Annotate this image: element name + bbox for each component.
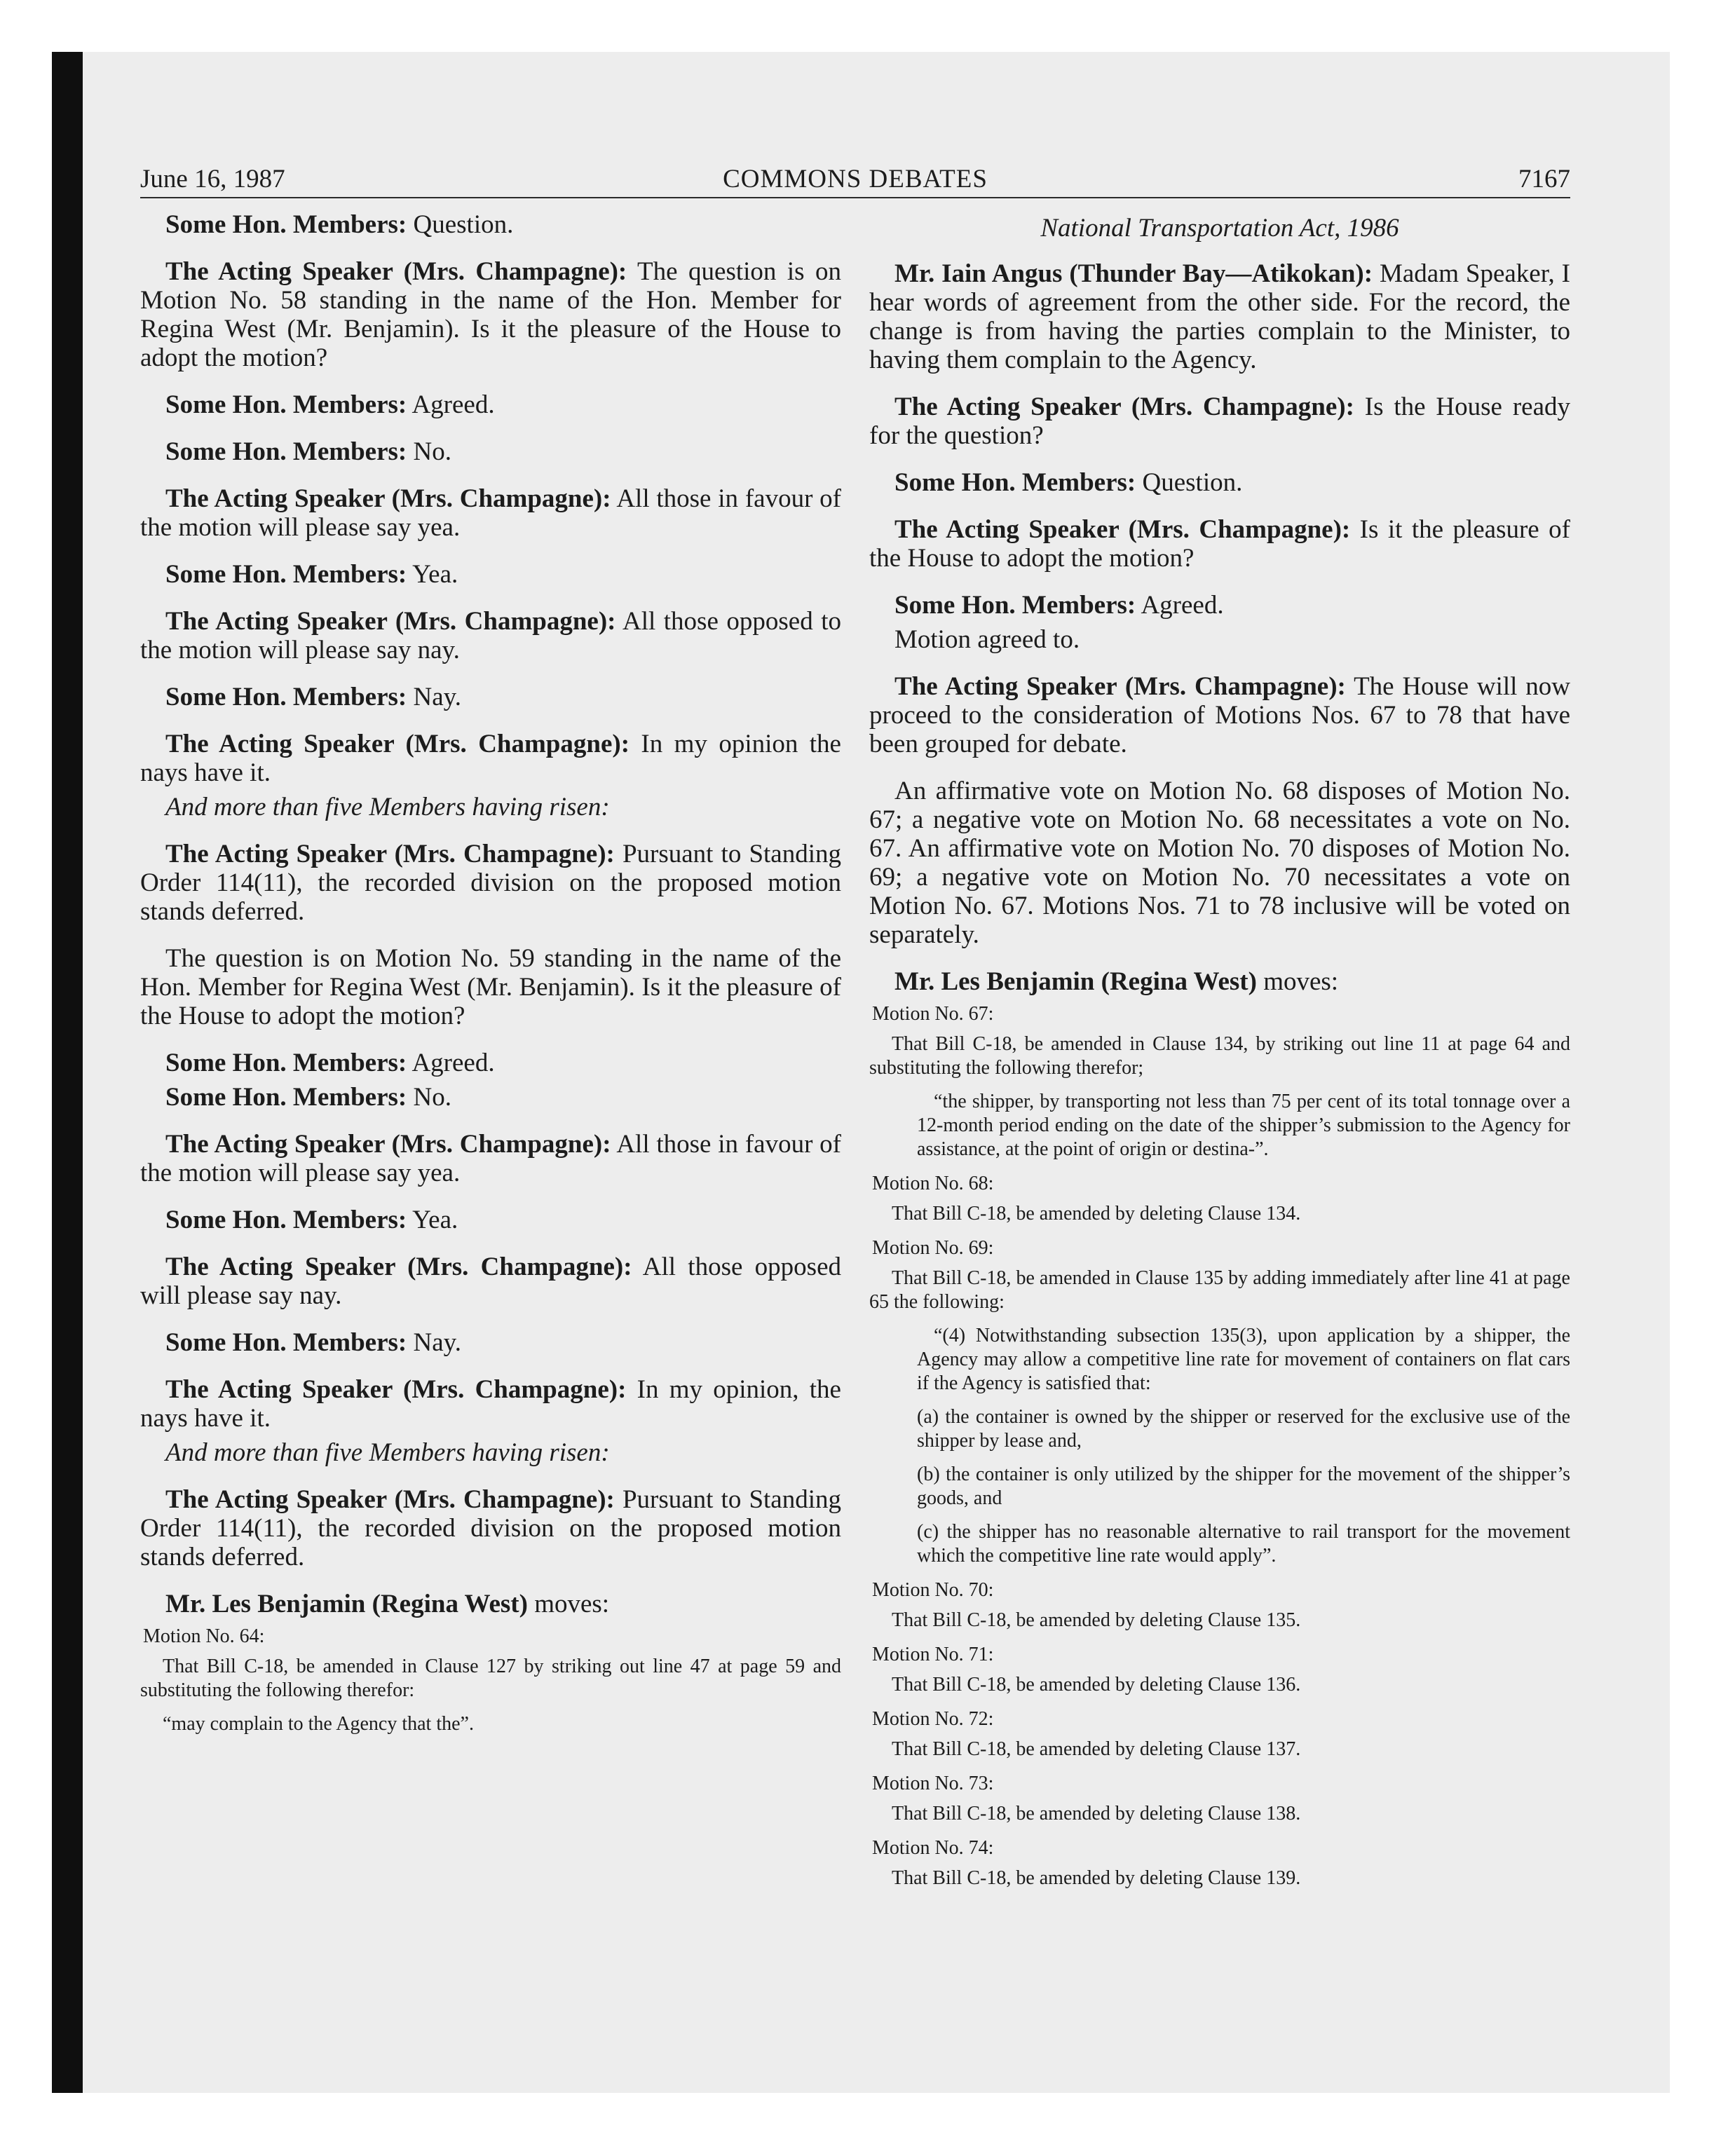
motion-quote: “(4) Notwithstanding subsection 135(3), upon application by a shipper, the Agency may allow a competitive line rate for movement of containers on flat cars if the Agency is satisfied that: [917,1325,1570,1394]
motion-text: That Bill C-18, be amended by deleting Clause 134. [892,1203,1301,1224]
speech-text: Question. [1136,468,1243,497]
speech-text: Is it the pleasure of the House to adopt the motion? [869,515,1570,573]
header-rule [140,197,1570,198]
speaker-name: The Acting Speaker (Mrs. Champagne): [894,672,1346,701]
speaker-name: Some Hon. Members: [165,1083,407,1112]
paragraph [140,1083,841,1112]
speaker-name: The Acting Speaker (Mrs. Champagne): [165,730,630,758]
motion-quote-item: (c) the shipper has no reasonable alternative to rail transport for the movement which the competitive line rate would apply”. [917,1521,1570,1567]
paragraph: Motion agreed to. [894,625,1080,654]
motion-text: That Bill C-18, be amended in Clause 127 by striking out line 47 at page 59 and substituting the following therefor: [140,1656,841,1701]
speech-text: In my opinion, the nays have it. [140,1375,841,1433]
speech-text: Agreed. [407,390,495,419]
motion-quote: “may complain to the Agency that the”. [163,1713,474,1735]
speaker-name: The Acting Speaker (Mrs. Champagne): [165,1253,632,1281]
paragraph: The question is on Motion No. 59 standing in the name of the Hon. Member for Regina West (Mr. Benjamin). Is it the pleasure of the House to adopt the motion? [140,944,841,1030]
motion-text: That Bill C-18, be amended by deleting Clause 138. [892,1803,1301,1824]
speaker-name: Some Hon. Members: [165,1049,407,1077]
page-header [140,163,1570,196]
speaker-name: The Acting Speaker (Mrs. Champagne): [165,1485,615,1514]
speaker-name: The Acting Speaker (Mrs. Champagne): [165,840,615,868]
paragraph [140,484,841,542]
motion-text: That Bill C-18, be amended by deleting Clause 139. [892,1867,1301,1889]
speaker-name: Mr. Iain Angus (Thunder Bay—Atikokan): [894,259,1373,288]
speaker-name: Some Hon. Members: [894,468,1136,497]
speaker-name: The Acting Speaker (Mrs. Champagne): [165,607,616,636]
header-title: COMMONS DEBATES [723,165,988,193]
speech-text: Nay. [407,1328,461,1357]
speaker-name: Some Hon. Members: [165,210,407,239]
motion-label: Motion No. 64: [143,1625,265,1647]
paragraph [869,468,1570,497]
section-subtitle: National Transportation Act, 1986 [1040,214,1399,243]
speech-text: Nay. [407,683,461,711]
motion-text: That Bill C-18, be amended by deleting Clause 136. [892,1674,1301,1696]
paragraph [140,210,841,239]
motion-label: Motion No. 73: [872,1773,994,1794]
speech-text: Pursuant to Standing Order 114(11), the recorded division on the proposed motion stands deferred. [140,840,842,926]
motion-quote-item: (b) the container is only utilized by the shipper for the movement of the shipper’s goods, and [917,1464,1570,1509]
speaker-name: Mr. Les Benjamin (Regina West) [165,1590,528,1618]
speaker-name: Some Hon. Members: [165,390,407,419]
paragraph [140,390,841,419]
scan-edge-bar [52,52,83,2093]
speech-text: Agreed. [407,1049,495,1077]
speech-text: Is the House ready for the question? [869,393,1570,450]
paragraph [140,1206,841,1234]
motion-label: Motion No. 68: [872,1173,994,1194]
paragraph [140,1590,841,1618]
motion-text: That Bill C-18, be amended in Clause 134, by striking out line 11 at page 64 and substituting the following therefor; [869,1033,1570,1079]
speech-text: Pursuant to Standing Order 114(11), the recorded division on the proposed motion stands deferred. [140,1485,842,1571]
paragraph [140,1130,841,1187]
paragraph [140,560,841,589]
speech-text: The House will now proceed to the consideration of Motions Nos. 67 to 78 that have been grouped for debate. [869,672,1570,758]
speech-text: Question. [407,210,514,239]
speech-text: Yea. [407,560,458,589]
page-number: 7167 [1518,165,1570,193]
paragraph [140,607,841,664]
speech-text: All those in favour of the motion will please say yea. [140,1130,841,1187]
speech-text: Madam Speaker, I hear words of agreement from the other side. For the record, the change is from having the parties complain to the Minister, to having them complain to the Agency. [869,259,1570,374]
speech-text: Yea. [407,1206,458,1234]
speaker-name: The Acting Speaker (Mrs. Champagne): [894,515,1351,544]
paragraph [140,437,841,466]
motion-text: That Bill C-18, be amended by deleting Clause 135. [892,1609,1301,1631]
paragraph [869,672,1570,758]
paragraph [869,259,1570,374]
speech-text: moves: [1256,967,1339,996]
motion-label: Motion No. 67: [872,1003,994,1025]
paragraph [869,967,1570,996]
paragraph [140,1328,841,1357]
paragraph: An affirmative vote on Motion No. 68 disposes of Motion No. 67; a negative vote on Motion No. 68 necessitates a vote on No. 67. An affirmative vote on Motion No. 70 disposes of Motion No. 69; a negative vote on Motion No. 70 necessitates a vote on Motion No. 67. Motions Nos. 71 to 78 inclusive will be voted on separately. [869,777,1570,949]
speaker-name: The Acting Speaker (Mrs. Champagne): [894,393,1354,421]
motion-label: Motion No. 72: [872,1708,994,1730]
motion-label: Motion No. 69: [872,1237,994,1259]
speech-text: In my opinion the nays have it. [140,730,841,787]
motion-quote-item: (a) the container is owned by the shipper or reserved for the exclusive use of the shipper by lease and, [917,1406,1570,1452]
paragraph [140,1485,841,1571]
paragraph [869,393,1570,450]
paragraph [869,591,1570,620]
speech-text: All those in favour of the motion will please say yea. [140,484,841,542]
speech-text: All those opposed will please say nay. [140,1253,841,1310]
right-column [869,210,1570,1900]
speech-text: No. [407,1083,451,1112]
motion-label: Motion No. 70: [872,1579,994,1601]
speech-text: moves: [527,1590,610,1618]
speaker-name: The Acting Speaker (Mrs. Champagne): [165,257,627,286]
speaker-name: Some Hon. Members: [165,1206,407,1234]
paragraph [869,515,1570,573]
speaker-name: The Acting Speaker (Mrs. Champagne): [165,1375,627,1404]
speaker-name: The Acting Speaker (Mrs. Champagne): [165,484,611,513]
motion-text: That Bill C-18, be amended by deleting Clause 137. [892,1738,1301,1760]
speaker-name: Some Hon. Members: [165,1328,407,1357]
paragraph [140,257,841,372]
speech-text: No. [407,437,451,466]
motion-label: Motion No. 71: [872,1644,994,1665]
paragraph [140,1375,841,1433]
speaker-name: Mr. Les Benjamin (Regina West) [894,967,1257,996]
procedural-note: And more than five Members having risen: [165,1438,610,1467]
speaker-name: The Acting Speaker (Mrs. Champagne): [165,1130,611,1159]
paragraph [140,730,841,787]
paragraph [140,1253,841,1310]
speaker-name: Some Hon. Members: [165,683,407,711]
paragraph [140,840,841,926]
speech-text: Agreed. [1136,591,1224,620]
speaker-name: Some Hon. Members: [165,437,407,466]
motion-label: Motion No. 74: [872,1837,994,1859]
speech-text: The question is on Motion No. 58 standing in the name of the Hon. Member for Regina West (Mr. Benjamin). Is it the pleasure of the House to adopt the motion? [140,257,841,372]
motion-text: That Bill C-18, be amended in Clause 135 by adding immediately after line 41 at page 65 the following: [869,1267,1570,1313]
speaker-name: Some Hon. Members: [894,591,1136,620]
paragraph [140,1049,841,1077]
speech-text: All those opposed to the motion will please say nay. [140,607,841,664]
header-date: June 16, 1987 [140,165,285,193]
speaker-name: Some Hon. Members: [165,560,407,589]
paragraph [140,683,841,711]
left-column [140,210,841,1746]
motion-quote: “the shipper, by transporting not less than 75 per cent of its total tonnage over a 12-month period ending on the date of the shipper’s submission to the Agency for assistance, at the point of origin or destina-”. [917,1091,1570,1160]
procedural-note: And more than five Members having risen: [165,793,610,821]
